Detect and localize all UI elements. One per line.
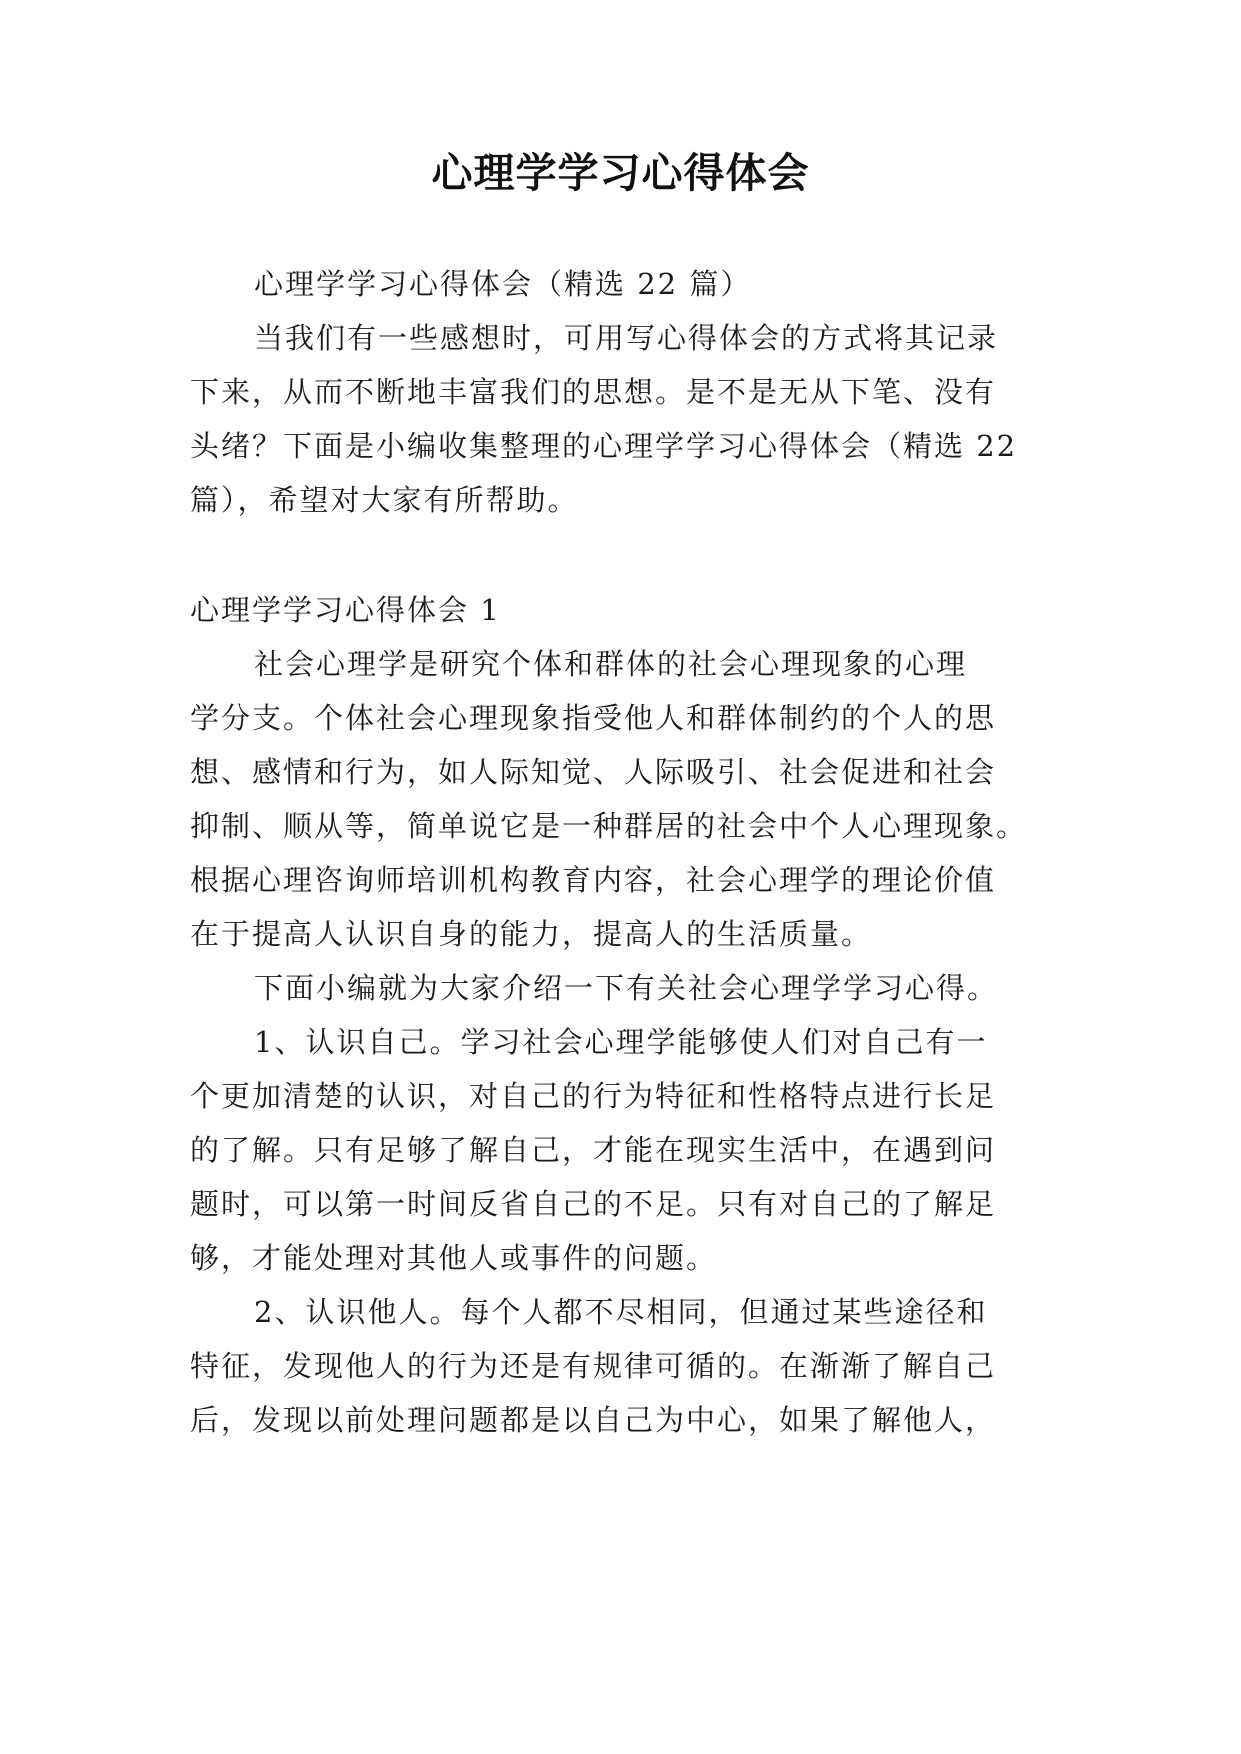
paragraph-line: 的了解。只有足够了解自己，才能在现实生活中，在遇到问 bbox=[190, 1133, 997, 1167]
paragraph-line: 在于提高人认识自身的能力，提高人的生活质量。 bbox=[190, 917, 873, 951]
paragraph-line: 学分支。个体社会心理现象指受他人和群体制约的个人的思 bbox=[190, 701, 997, 735]
intro-line: 当我们有一些感想时，可用写心得体会的方式将其记录 bbox=[254, 321, 999, 355]
intro-line: 下来，从而不断地丰富我们的思想。是不是无从下笔、没有 bbox=[190, 375, 997, 409]
paragraph-line: 特征，发现他人的行为还是有规律可循的。在渐渐了解自己 bbox=[190, 1349, 997, 1383]
paragraph-line: 社会心理学是研究个体和群体的社会心理现象的心理 bbox=[254, 647, 968, 681]
paragraph-line: 下面小编就为大家介绍一下有关社会心理学学习心得。 bbox=[254, 971, 999, 1005]
document-subtitle: 心理学学习心得体会（精选 22 篇） bbox=[254, 267, 752, 301]
paragraph-line: 够，才能处理对其他人或事件的问题。 bbox=[190, 1241, 718, 1275]
paragraph-line: 根据心理咨询师培训机构教育内容，社会心理学的理论价值 bbox=[190, 863, 997, 897]
paragraph-line: 想、感情和行为，如人际知觉、人际吸引、社会促进和社会 bbox=[190, 755, 997, 789]
paragraph-line: 1、认识自己。学习社会心理学能够使人们对自己有一 bbox=[254, 1025, 988, 1059]
paragraph-line: 后，发现以前处理问题都是以自己为中心，如果了解他人， bbox=[190, 1403, 997, 1437]
intro-line: 头绪？下面是小编收集整理的心理学学习心得体会（精选 22 bbox=[190, 429, 1018, 463]
paragraph-line: 2、认识他人。每个人都不尽相同，但通过某些途径和 bbox=[254, 1295, 988, 1329]
intro-line: 篇），希望对大家有所帮助。 bbox=[190, 483, 579, 517]
document-title: 心理学学习心得体会 bbox=[431, 149, 810, 197]
paragraph-line: 抑制、顺从等，简单说它是一种群居的社会中个人心理现象。 bbox=[190, 809, 1028, 843]
paragraph-line: 题时，可以第一时间反省自己的不足。只有对自己的了解足 bbox=[190, 1187, 997, 1221]
section-heading: 心理学学习心得体会 1 bbox=[190, 593, 501, 627]
paragraph-line: 个更加清楚的认识，对自己的行为特征和性格特点进行长足 bbox=[190, 1079, 997, 1113]
